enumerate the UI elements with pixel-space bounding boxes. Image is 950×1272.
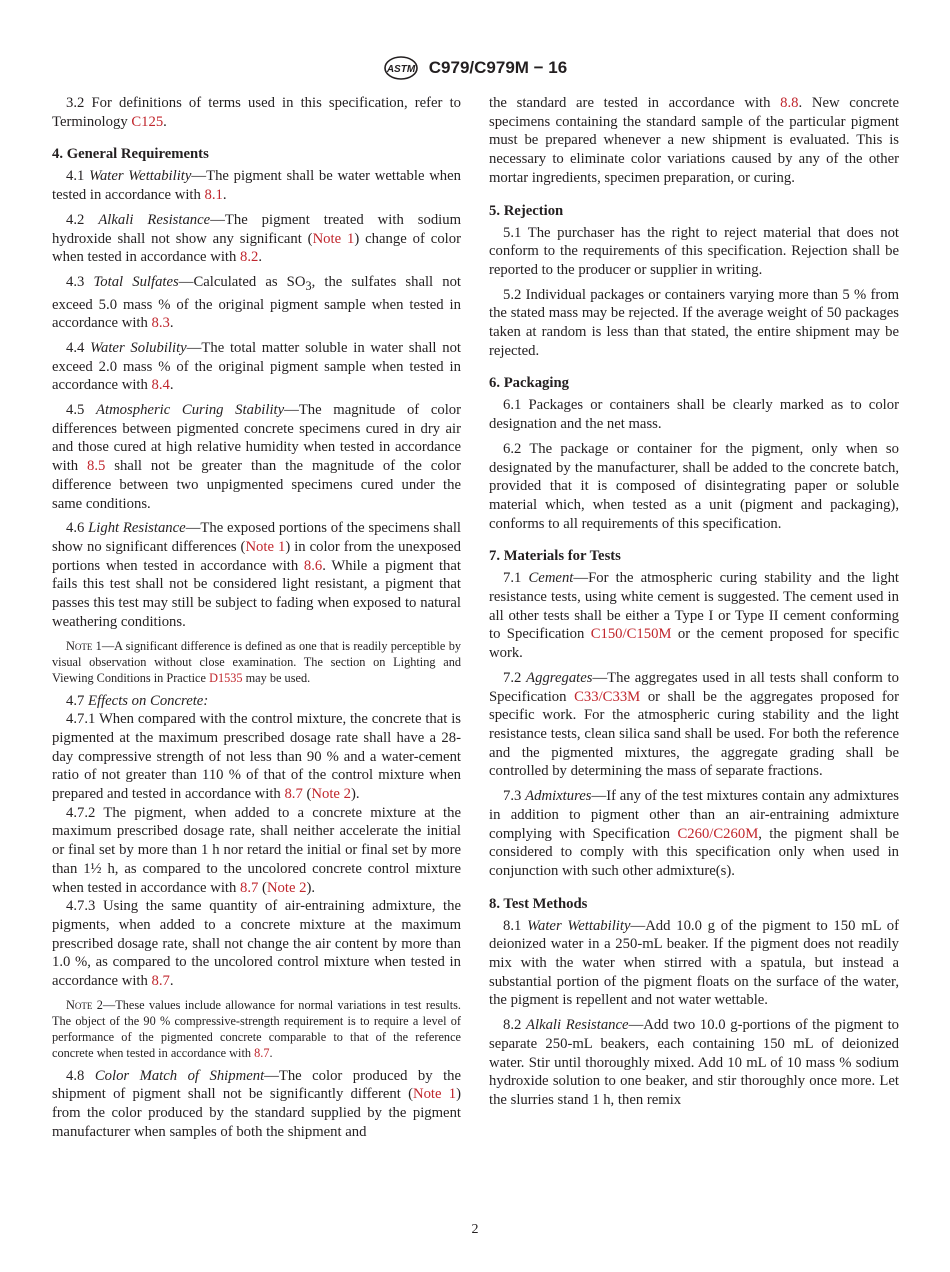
para-5-2: 5.2 Individual packages or containers varying more than 5 % from the stated mass may be rejected. If the average weight of 50 packages taken at random is less than that stated, the entire shipment may be rejected. [489, 286, 899, 359]
section-heading-7: 7. Materials for Tests [489, 548, 621, 565]
para-7-3: 7.3 Admixtures—If any of the test mixtures contain any admixtures in addition to pigment other than an air-entraining admixture complying with Specification C260/C260M, the pigment shall be considered to comply with this specification only when used in conjunction with such other admixture(s). [489, 788, 900, 879]
para-8-1: 8.1 Water Wettability—Add 10.0 g of the pigment to 150 mL of deionized water in a 250-mL beaker. If the pigment does not readily mix with the water when stirred with a spatula, but instead a substantial portion of the pigment floats on the surface of the water, the pigment is repellent and not water wettable. [489, 917, 900, 1009]
ref-link[interactable]: 8.7 [284, 786, 303, 803]
ref-link[interactable]: C125 [131, 113, 164, 130]
ref-link[interactable]: 8.4 [151, 377, 170, 394]
ref-link[interactable]: 8.2 [240, 249, 259, 266]
para-3-2: 3.2 For definitions of terms used in this specification, refer to Terminology C125. [52, 95, 461, 130]
para-6-2: 6.2 The package or container for the pigment, only when so designated by the manufacturer, shall be added to the concrete batch, provided that it is composed of disintegrating paper or soluble material which, when tested as a unit (pigment and packaging), conforms to all requirements of this specification. [489, 440, 899, 532]
ref-link[interactable]: Note 1 [412, 1086, 457, 1103]
ref-link[interactable]: C33/C33M [574, 688, 641, 705]
ref-link[interactable]: Note 2 [266, 879, 307, 896]
ref-link[interactable]: Note 1 [245, 539, 286, 555]
section-heading-4: 4. General Requirements [52, 146, 209, 163]
para-4-7-3: 4.7.3 Using the same quantity of air-entraining admixture, the pigments, when added to a concrete mixture at the maximum prescribed dosage rate, shall not change the air content by more than 1.0 %, as compared to the uncolored control mixture when tested in accordance with 8.7. [52, 898, 461, 990]
ref-link[interactable]: C260/C260M [677, 825, 759, 842]
para-4-6: 4.6 Light Resistance—The exposed portions of the specimens shall show no significant differences (Note 1) in color from the unexposed portions when tested in accordance with 8.6. While a pigment that fails this test shall not be considered light resistant, a pigment that passes this test may still be subject to fading when exposed to natural weathering conditions. [52, 520, 462, 630]
note-2: Note 2—These values include allowance for normal variations in test results. The object of the 90 % compressive-strength requirement is to require a level of performance of the pigmented concrete comparable to that of the reference concrete when tested in accordance with 8.7. [52, 997, 461, 1060]
page-number: 2 [471, 1222, 479, 1237]
ref-link[interactable]: Note 2 [311, 786, 351, 803]
section-heading-6: 6. Packaging [489, 375, 569, 392]
ref-link[interactable]: 8.7 [254, 1045, 270, 1060]
ref-link[interactable]: 8.3 [151, 315, 170, 332]
para-4-8-continued: the standard are tested in accordance with 8.8. New concrete specimens containing the standard sample of the particular pigment must be prepared whenever a new shipment is evaluated. This is necessary to eliminate color variations caused by any of the other mortar ingredients, specimen preparation, or curing. [489, 95, 899, 186]
para-4-1: 4.1 Water Wettability—The pigment shall be water wettable when tested in accordance with 8.1. [52, 168, 462, 204]
para-4-8: 4.8 Color Match of Shipment—The color produced by the shipment of pigment shall not be significantly different (Note 1) from the color produced by the standard supplied by the pigment manufacturer when samples of both the shipment and [52, 1067, 462, 1140]
ref-link[interactable]: 8.8 [780, 95, 799, 111]
para-8-2: 8.2 Alkali Resistance—Add two 10.0 g-portions of the pigment to separate 250-mL beakers, each containing 150 mL of deionized water. Stir until thoroughly mixed. Add 10 mL of 10 mass % sodium hydroxide solution to one beaker, and stir thoroughly once more. Let the slurries stand 1 h, then remix [489, 1017, 899, 1108]
ref-link[interactable]: 8.7 [151, 973, 170, 990]
para-4-5: 4.5 Atmospheric Curing Stability—The magnitude of color differences between pigmented concrete specimens cured in dry air and those cured at high relative humidity when tested in accordance with 8.5 shall not be greater than the magnitude of the color difference between two unpigmented specimens cured under the same conditions. [52, 402, 462, 512]
section-heading-8: 8. Test Methods [489, 895, 588, 912]
para-4-7: 4.7 Effects on Concrete: [66, 692, 209, 709]
left-column [52, 94, 461, 1148]
ref-link[interactable]: Note 1 [312, 230, 355, 247]
para-4-3: 4.3 Total Sulfates—Calculated as $SO_3$, the sulfates shall not exceed 5.0 mass % of the original pigment sample when tested in accordance with 8.3. [52, 273, 461, 332]
para-6-1: 6.1 Packages or containers shall be clearly marked as to color designation and the net mass. [489, 397, 899, 433]
svg-text:ASTM: ASTM [386, 64, 415, 75]
ref-link[interactable]: 8.7 [240, 879, 259, 896]
document-id: C979/C979M − 16 [428, 58, 568, 77]
page-header [0, 56, 950, 84]
ref-link[interactable]: 8.1 [204, 187, 223, 204]
ref-link[interactable]: C150/C150M [590, 626, 672, 643]
para-7-2: 7.2 Aggregates—The aggregates used in all tests shall conform to Specification C33/C33M or shall be the aggregates proposed for specific work. For the atmospheric curing stability and the light resistance tests, clean silica sand shall be used. For both the reference and the pigmented mixtures, the aggregate grading shall be controlled by determining the mass of separate fractions. [489, 669, 900, 780]
right-column [489, 94, 899, 1116]
ref-link[interactable]: D1535 [209, 670, 243, 685]
note-1: Note 1—A significant difference is defined as one that is readily perceptible by visual observation without close examination. The section on Lighting and Viewing Conditions in Practice D1535 may be used. [52, 638, 461, 685]
para-4-4: 4.4 Water Solubility—The total matter soluble in water shall not exceed 2.0 mass % of the original pigment sample when tested in accordance with 8.4. [52, 339, 462, 394]
ref-link[interactable]: 8.6 [303, 557, 323, 574]
para-4-2: 4.2 Alkali Resistance—The pigment treated with sodium hydroxide shall not show any significant (Note 1) change of color when tested in accordance with 8.2. [52, 211, 462, 266]
section-heading-5: 5. Rejection [489, 202, 564, 219]
para-7-1: 7.1 Cement—For the atmospheric curing stability and the light resistance tests, using white cement is suggested. The cement used in all other tests shall be either a Type I or Type II cement conforming to Specification C150/C150M or the cement proposed for specific work. [489, 570, 900, 662]
para-4-7-1: 4.7.1 When compared with the control mixture, the concrete that is pigmented at the maximum prescribed dosage rate shall have a 28-day compressive strength of not less than 90 % and a water-cement ratio of not greater than 110 % of that of the control mixture when prepared and tested in accordance with 8.7 (Note 2). [52, 711, 461, 803]
ref-link[interactable]: 8.5 [87, 458, 106, 475]
para-5-1: 5.1 The purchaser has the right to reject material that does not conform to the requirements of this specification. Rejection shall be reported to the producer or supplier in writing. [489, 224, 899, 278]
astm-logo-icon [383, 56, 419, 80]
para-4-7-2: 4.7.2 The pigment, when added to a concrete mixture at the maximum prescribed dosage rate, shall neither accelerate the initial or final set by more than 1 h nor retard the initial or final set by more than 1½ h, as compared to the uncolored concrete control mixture when tested in accordance with 8.7 (Note 2). [52, 804, 461, 896]
